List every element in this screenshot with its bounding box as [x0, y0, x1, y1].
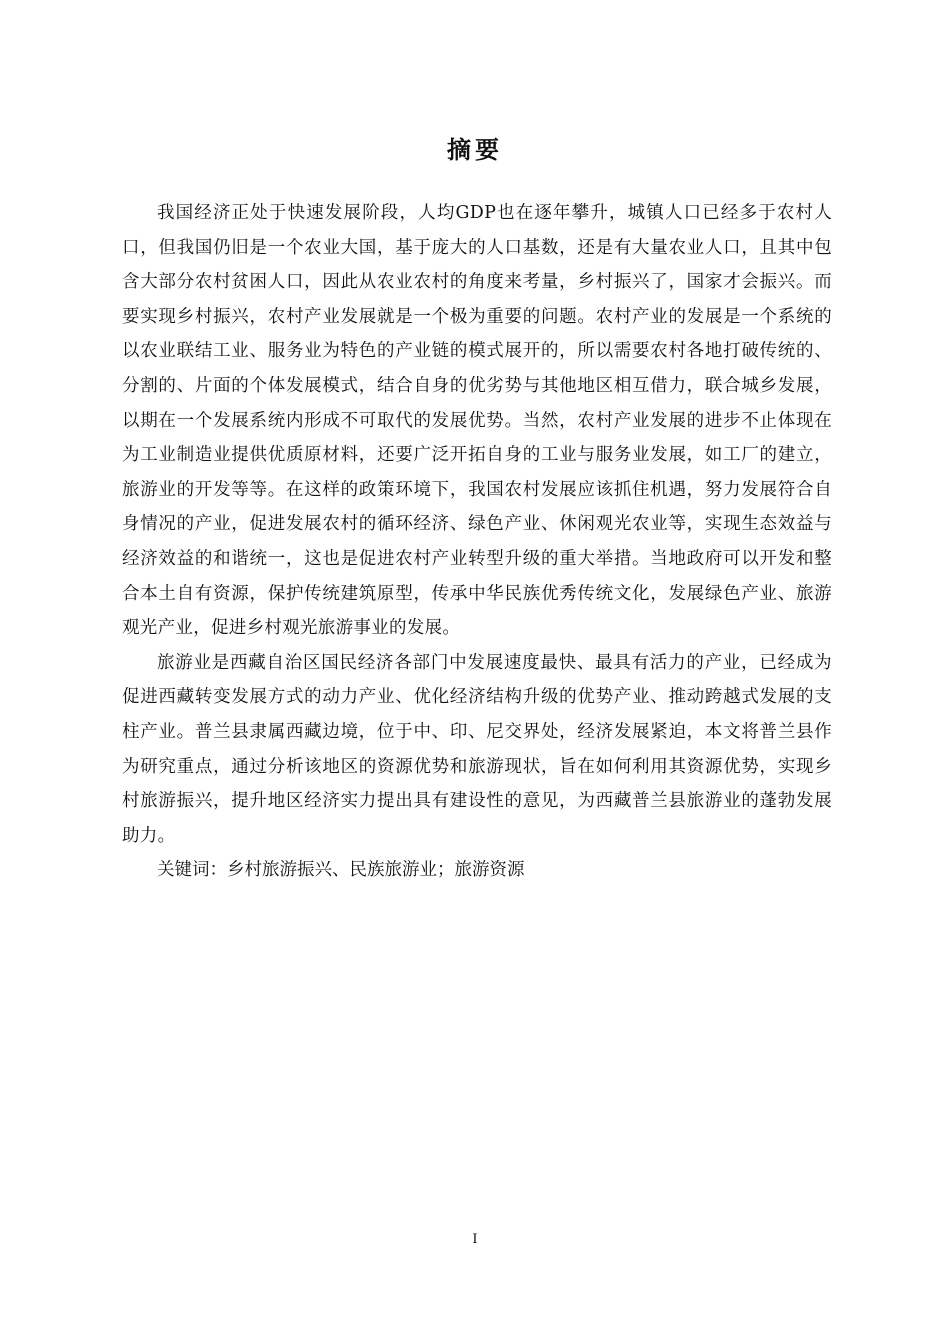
abstract-paragraph-1: 我国经济正处于快速发展阶段，人均GDP也在逐年攀升，城镇人口已经多于农村人口，但我国仍旧是一个农业大国，基于庞大的人口基数，还是有大量农业人口，且其中包含大部分农村贫困人口，因此从农业农村的角度来考量，乡村振兴了，国家才会振兴。而要实现乡村振兴，农村产业发展就是一个极为重要的问题。农村产业的发展是一个系统的以农业联结工业、服务业为特色的产业链的模式展开的，所以需要农村各地打破传统的、分割的、片面的个体发展模式，结合自身的优劣势与其他地区相互借力，联合城乡发展，以期在一个发展系统内形成不可取代的发展优势。当然，农村产业发展的进步不止体现在为工业制造业提供优质原材料，还要广泛开拓自身的工业与服务业发展，如工厂的建立，旅游业的开发等等。在这样的政策环境下，我国农村发展应该抓住机遇，努力发展符合自身情况的产业，促进发展农村的循环经济、绿色产业、休闲观光农业等，实现生态效益与经济效益的和谐统一，这也是促进农村产业转型升级的重大举措。当地政府可以开发和整合本土自有资源，保护传统建筑原型，传承中华民族优秀传统文化，发展绿色产业、旅游观光产业，促进乡村观光旅游事业的发展。 [122, 203, 832, 639]
page-number: I [472, 1232, 478, 1247]
abstract-title: 摘要 [447, 136, 503, 164]
abstract-paragraph-2: 旅游业是西藏自治区国民经济各部门中发展速度最快、最具有活力的产业，已经成为促进西藏转变发展方式的动力产业、优化经济结构升级的优势产业、推动跨越式发展的支柱产业。普兰县隶属西藏边境，位于中、印、尼交界处，经济发展紧迫，本文将普兰县作为研究重点，通过分析该地区的资源优势和旅游现状，旨在如何利用其资源优势，实现乡村旅游振兴，提升地区经济实力提出具有建设性的意见，为西藏普兰县旅游业的蓬勃发展助力。 [122, 652, 832, 846]
abstract-body [122, 196, 832, 888]
keywords-line: 关键词：乡村旅游振兴、民族旅游业；旅游资源 [157, 860, 525, 881]
